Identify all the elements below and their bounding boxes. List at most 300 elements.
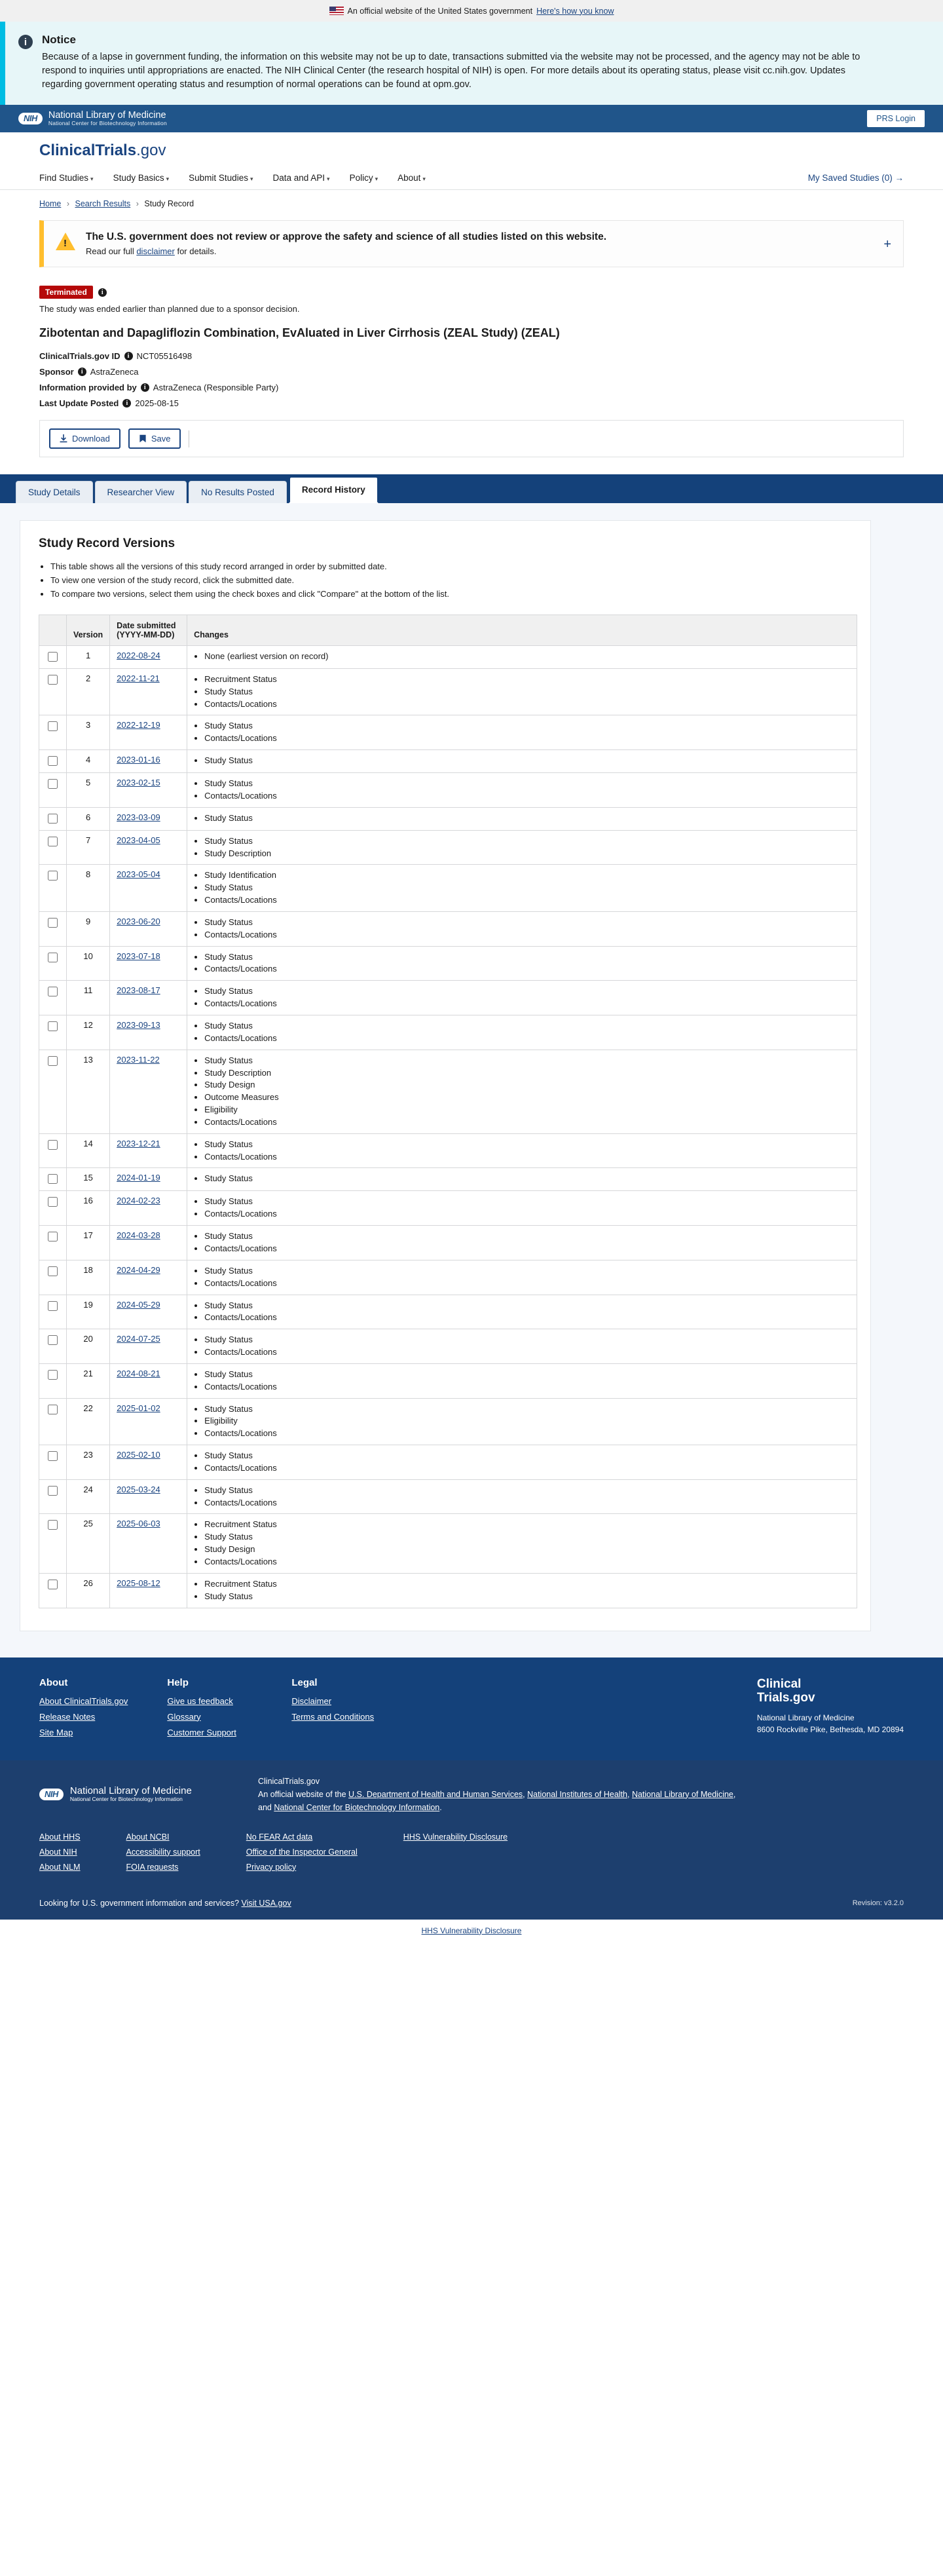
tab-bar bbox=[0, 474, 943, 503]
footer-link-foia-requests[interactable]: FOIA requests bbox=[126, 1862, 179, 1872]
version-date-link[interactable]: 2025-03-24 bbox=[117, 1484, 160, 1494]
version-checkbox[interactable] bbox=[48, 1520, 58, 1530]
table-row bbox=[39, 750, 857, 773]
change-item: • Study Status bbox=[204, 1369, 850, 1381]
row-select-cell bbox=[39, 1015, 67, 1050]
versions-table bbox=[39, 615, 857, 1608]
nav-item-submit-studies[interactable] bbox=[189, 173, 253, 183]
nav-label: Policy bbox=[349, 173, 373, 183]
nav-label: Find Studies bbox=[39, 173, 89, 183]
version-date-link[interactable]: 2023-03-09 bbox=[117, 812, 160, 822]
version-date-cell bbox=[110, 1015, 187, 1050]
footer-link-usa-gov[interactable]: Visit USA.gov bbox=[241, 1898, 291, 1908]
table-row bbox=[39, 1133, 857, 1168]
changes-list bbox=[194, 673, 850, 711]
footer-link-column-2 bbox=[126, 1832, 200, 1878]
row-select-cell bbox=[39, 715, 67, 750]
footer-link-glossary[interactable]: Glossary bbox=[167, 1711, 201, 1722]
version-date-link[interactable]: 2024-08-21 bbox=[117, 1368, 160, 1378]
breadcrumb-current: Study Record bbox=[144, 199, 194, 209]
version-number-cell: 3 bbox=[67, 715, 110, 750]
tab-record-history[interactable]: Record History bbox=[289, 476, 379, 503]
version-date-cell bbox=[110, 830, 187, 865]
meta-value: AstraZeneca bbox=[90, 367, 139, 377]
change-item: • Outcome Measures bbox=[204, 1091, 850, 1104]
footer-link-no-fear-act-data[interactable]: No FEAR Act data bbox=[246, 1832, 313, 1842]
row-select-cell bbox=[39, 1514, 67, 1573]
chevron-down-icon: ▾ bbox=[250, 176, 253, 183]
row-select-cell bbox=[39, 1329, 67, 1364]
footer-link-nlm[interactable]: National Library of Medicine bbox=[631, 1789, 733, 1799]
version-date-cell bbox=[110, 1479, 187, 1514]
version-date-cell bbox=[110, 1398, 187, 1445]
row-select-cell bbox=[39, 1050, 67, 1133]
version-number-cell: 19 bbox=[67, 1295, 110, 1329]
change-item: • Study Status bbox=[204, 1055, 850, 1067]
row-select-cell bbox=[39, 1133, 67, 1168]
footer-legal-heading: Legal bbox=[291, 1676, 318, 1688]
chevron-down-icon: ▾ bbox=[166, 176, 170, 183]
change-item: • Study Status bbox=[204, 985, 850, 998]
footer-link-site-map[interactable]: Site Map bbox=[39, 1727, 73, 1737]
meta-row-sponsor bbox=[39, 367, 904, 377]
change-item: • Contacts/Locations bbox=[204, 929, 850, 941]
change-item: • Contacts/Locations bbox=[204, 963, 850, 975]
information-provided-info-icon[interactable]: i bbox=[141, 383, 149, 392]
version-date-cell bbox=[110, 1363, 187, 1398]
changes-list bbox=[194, 1196, 850, 1221]
breadcrumb bbox=[0, 190, 943, 212]
version-number-cell: 2 bbox=[67, 668, 110, 715]
status-info-icon[interactable]: i bbox=[98, 288, 107, 297]
change-item: • Study Status bbox=[204, 1591, 850, 1603]
footer-bottom bbox=[0, 1891, 943, 1920]
table-row bbox=[39, 1479, 857, 1514]
footer-link-accessibility-support[interactable]: Accessibility support bbox=[126, 1847, 200, 1857]
table-header-row bbox=[39, 615, 857, 645]
version-date-cell bbox=[110, 1573, 187, 1608]
version-checkbox[interactable] bbox=[48, 1232, 58, 1241]
change-item: • Contacts/Locations bbox=[204, 1497, 850, 1509]
row-select-cell bbox=[39, 946, 67, 981]
change-item: • Contacts/Locations bbox=[204, 1243, 850, 1255]
footer-link-vulnerability-disclosure[interactable]: HHS Vulnerability Disclosure bbox=[421, 1925, 522, 1935]
version-changes-cell bbox=[187, 1191, 857, 1226]
row-select-cell bbox=[39, 668, 67, 715]
version-checkbox[interactable] bbox=[48, 1370, 58, 1380]
nih-logo: NIH bbox=[18, 113, 43, 124]
column-header-select bbox=[39, 615, 67, 645]
changes-list bbox=[194, 1334, 850, 1359]
page-title: Zibotentan and Dapagliflozin Combination, EvAluated in Liver Cirrhosis (ZEAL Study) (ZEAL) bbox=[39, 326, 560, 340]
row-select-cell bbox=[39, 1573, 67, 1608]
version-number-cell: 26 bbox=[67, 1573, 110, 1608]
change-item: • Contacts/Locations bbox=[204, 1208, 850, 1221]
change-item: • Study Status bbox=[204, 1139, 850, 1151]
row-select-cell bbox=[39, 1260, 67, 1295]
footer-link-about-nlm[interactable]: About NLM bbox=[39, 1862, 81, 1872]
version-date-cell bbox=[110, 807, 187, 830]
table-row bbox=[39, 830, 857, 865]
footer-link-about-clinicaltrials[interactable]: About ClinicalTrials.gov bbox=[39, 1695, 128, 1706]
version-changes-cell bbox=[187, 981, 857, 1015]
version-checkbox[interactable] bbox=[48, 1266, 58, 1276]
version-date-link[interactable]: 2023-04-05 bbox=[117, 835, 160, 845]
change-item: • Study Status bbox=[204, 1450, 850, 1462]
sponsor-info-icon[interactable]: i bbox=[78, 368, 86, 376]
footer-link-give-us-feedback[interactable]: Give us feedback bbox=[167, 1695, 233, 1706]
change-item: • Contacts/Locations bbox=[204, 1151, 850, 1164]
footer-main bbox=[0, 1657, 943, 1760]
footer-agency-prefix: An official website of the bbox=[258, 1789, 349, 1799]
version-date-link[interactable]: 2023-09-13 bbox=[117, 1020, 160, 1031]
disclaimer-link[interactable]: disclaimer bbox=[136, 246, 175, 257]
version-number-cell: 14 bbox=[67, 1133, 110, 1168]
table-row bbox=[39, 1329, 857, 1364]
disclaimer-callout bbox=[39, 220, 904, 267]
change-item: • Study Status bbox=[204, 1403, 850, 1416]
footer-link-privacy-policy[interactable]: Privacy policy bbox=[246, 1862, 297, 1872]
version-checkbox[interactable] bbox=[48, 814, 58, 824]
nlm-header-title: National Library of Medicine bbox=[48, 109, 166, 121]
version-checkbox[interactable] bbox=[48, 675, 58, 685]
change-item: • Study Status bbox=[204, 720, 850, 732]
footer-nlm-title: National Library of Medicine bbox=[69, 1785, 192, 1796]
version-checkbox[interactable] bbox=[48, 1580, 58, 1589]
table-row bbox=[39, 865, 857, 912]
nav-label: Study Basics bbox=[113, 173, 164, 183]
version-number-cell: 18 bbox=[67, 1260, 110, 1295]
version-date-cell bbox=[110, 715, 187, 750]
table-row bbox=[39, 807, 857, 830]
footer-link-about-hhs[interactable]: About HHS bbox=[39, 1832, 81, 1842]
change-item: • Study Status bbox=[204, 1265, 850, 1278]
version-number-cell: 5 bbox=[67, 773, 110, 808]
version-checkbox[interactable] bbox=[48, 918, 58, 928]
prs-login-button[interactable]: PRS Login bbox=[867, 110, 925, 127]
breadcrumb-home[interactable]: Home bbox=[39, 199, 62, 209]
meta-row-last-update-posted bbox=[39, 398, 904, 408]
version-date-cell bbox=[110, 865, 187, 912]
footer-column-about bbox=[39, 1677, 128, 1743]
version-changes-cell bbox=[187, 1329, 857, 1364]
version-date-cell bbox=[110, 981, 187, 1015]
row-select-cell bbox=[39, 1479, 67, 1514]
version-date-cell bbox=[110, 1329, 187, 1364]
row-select-cell bbox=[39, 1398, 67, 1445]
table-row bbox=[39, 1363, 857, 1398]
footer-link-customer-support[interactable]: Customer Support bbox=[167, 1727, 236, 1737]
version-date-link[interactable]: 2023-07-18 bbox=[117, 951, 160, 961]
version-number-cell: 22 bbox=[67, 1398, 110, 1445]
footer-nlm bbox=[0, 1760, 943, 1828]
version-date-link[interactable]: 2023-01-16 bbox=[117, 755, 160, 765]
change-item: • Study Design bbox=[204, 1544, 850, 1556]
callout-subtext bbox=[86, 246, 891, 256]
how-you-know-link[interactable]: Here's how you know bbox=[536, 6, 614, 16]
footer-nlm-signature bbox=[39, 1775, 236, 1814]
meta-row-information-provided-by bbox=[39, 383, 904, 392]
version-date-link[interactable]: 2022-12-19 bbox=[117, 720, 160, 730]
changes-list bbox=[194, 651, 850, 663]
changes-list bbox=[194, 1265, 850, 1290]
nih-logo: NIH bbox=[39, 1789, 64, 1800]
version-changes-cell bbox=[187, 807, 857, 830]
change-item: • Eligibility bbox=[204, 1415, 850, 1428]
version-date-cell bbox=[110, 645, 187, 668]
change-item: • Study Status bbox=[204, 882, 850, 894]
hint-item: • To view one version of the study record, click the submitted date. bbox=[50, 574, 852, 588]
version-changes-cell bbox=[187, 1168, 857, 1191]
table-row bbox=[39, 1168, 857, 1191]
version-date-cell bbox=[110, 1168, 187, 1191]
version-checkbox[interactable] bbox=[48, 1197, 58, 1207]
version-changes-cell bbox=[187, 645, 857, 668]
us-flag-icon bbox=[329, 7, 344, 15]
footer-link-office-of-inspector-general[interactable]: Office of the Inspector General bbox=[246, 1847, 358, 1857]
change-item: • Study Status bbox=[204, 835, 850, 848]
version-checkbox[interactable] bbox=[48, 652, 58, 662]
version-checkbox[interactable] bbox=[48, 1451, 58, 1461]
changes-list bbox=[194, 1173, 850, 1185]
hint-item: • To compare two versions, select them using the check boxes and click "Compare" at the bottom of the list. bbox=[50, 588, 852, 601]
change-item: • Contacts/Locations bbox=[204, 1381, 850, 1393]
version-checkbox[interactable] bbox=[48, 1301, 58, 1311]
footer-link-disclaimer[interactable]: Disclaimer bbox=[291, 1695, 332, 1706]
change-item: • Study Design bbox=[204, 1079, 850, 1091]
last-update-info-icon[interactable]: i bbox=[122, 399, 131, 407]
version-date-link[interactable]: 2023-08-17 bbox=[117, 985, 160, 996]
change-item: • Contacts/Locations bbox=[204, 1556, 850, 1568]
column-header-changes: Changes bbox=[187, 615, 857, 645]
footer-link-about-nih[interactable]: About NIH bbox=[39, 1847, 77, 1857]
version-number-cell: 10 bbox=[67, 946, 110, 981]
main-nav bbox=[0, 166, 943, 190]
footer-vulnerability-bar bbox=[0, 1920, 943, 1944]
footer-link-hhs[interactable]: U.S. Department of Health and Human Services bbox=[348, 1789, 523, 1799]
change-item: • Contacts/Locations bbox=[204, 1462, 850, 1475]
footer-link-ncbi[interactable]: National Center for Biotechnology Information bbox=[274, 1802, 440, 1812]
nav-label: Submit Studies bbox=[189, 173, 248, 183]
version-number-cell: 24 bbox=[67, 1479, 110, 1514]
chevron-down-icon: ▾ bbox=[327, 176, 330, 183]
site-title-suffix: .gov bbox=[136, 142, 166, 160]
save-button[interactable] bbox=[128, 428, 181, 449]
version-date-link[interactable]: 2022-11-21 bbox=[117, 673, 160, 683]
footer-brand-line2: Trials.gov bbox=[756, 1691, 815, 1705]
table-row bbox=[39, 1398, 857, 1445]
version-checkbox[interactable] bbox=[48, 871, 58, 881]
version-changes-cell bbox=[187, 830, 857, 865]
nav-label: About bbox=[398, 173, 421, 183]
version-date-link[interactable]: 2022-08-24 bbox=[117, 650, 160, 660]
download-button[interactable] bbox=[49, 428, 120, 449]
version-date-link[interactable]: 2024-02-23 bbox=[117, 1196, 160, 1206]
version-checkbox[interactable] bbox=[48, 987, 58, 996]
version-date-link[interactable]: 2025-08-12 bbox=[117, 1578, 160, 1588]
changes-list bbox=[194, 917, 850, 941]
footer-site-label: ClinicalTrials.gov bbox=[258, 1776, 320, 1786]
tab-no-results-posted[interactable]: No Results Posted bbox=[189, 481, 287, 503]
status-row bbox=[39, 286, 904, 299]
meta-label: Last Update Posted bbox=[39, 398, 119, 409]
version-checkbox[interactable] bbox=[48, 1335, 58, 1345]
notice-heading: Notice bbox=[42, 33, 76, 46]
version-date-link[interactable]: 2024-05-29 bbox=[117, 1299, 160, 1310]
version-checkbox[interactable] bbox=[48, 779, 58, 789]
version-changes-cell bbox=[187, 1133, 857, 1168]
table-row bbox=[39, 1573, 857, 1608]
row-select-cell bbox=[39, 830, 67, 865]
version-changes-cell bbox=[187, 1260, 857, 1295]
version-checkbox[interactable] bbox=[48, 1174, 58, 1184]
nav-item-about[interactable] bbox=[398, 173, 426, 183]
meta-label: Sponsor bbox=[39, 367, 74, 377]
version-checkbox[interactable] bbox=[48, 1021, 58, 1031]
footer-link-hhs-vulnerability-disclosure[interactable]: HHS Vulnerability Disclosure bbox=[403, 1832, 508, 1842]
footer-column-legal bbox=[291, 1677, 377, 1743]
my-saved-studies-link[interactable]: My Saved Studies (0) → bbox=[807, 173, 904, 183]
version-date-link[interactable]: 2025-02-10 bbox=[117, 1450, 160, 1460]
version-date-cell bbox=[110, 1133, 187, 1168]
table-row bbox=[39, 773, 857, 808]
table-row bbox=[39, 1260, 857, 1295]
change-item: • Study Status bbox=[204, 1173, 850, 1185]
table-row bbox=[39, 1015, 857, 1050]
changes-list bbox=[194, 985, 850, 1010]
version-date-link[interactable]: 2024-04-29 bbox=[117, 1264, 160, 1275]
change-item: • Study Status bbox=[204, 1196, 850, 1208]
changes-list bbox=[194, 812, 850, 825]
changes-list bbox=[194, 1485, 850, 1509]
change-item: • Study Status bbox=[204, 778, 850, 790]
tab-researcher-view[interactable]: Researcher View bbox=[95, 481, 187, 503]
changes-list bbox=[194, 1450, 850, 1475]
site-title-row bbox=[0, 132, 943, 166]
callout-expand-button[interactable]: + bbox=[883, 237, 891, 252]
row-select-cell bbox=[39, 1168, 67, 1191]
change-item: • Study Status bbox=[204, 1020, 850, 1032]
version-date-link[interactable]: 2024-03-28 bbox=[117, 1230, 160, 1241]
version-checkbox[interactable] bbox=[48, 1056, 58, 1066]
version-changes-cell bbox=[187, 1050, 857, 1133]
chevron-down-icon: ▾ bbox=[422, 176, 426, 183]
record-history-panel bbox=[0, 503, 943, 1657]
footer-link-about-ncbi[interactable]: About NCBI bbox=[126, 1832, 170, 1842]
nav-item-data-and-api[interactable] bbox=[272, 173, 329, 183]
version-date-link[interactable]: 2023-11-22 bbox=[117, 1054, 160, 1065]
version-date-link[interactable]: 2023-12-21 bbox=[117, 1138, 160, 1148]
version-number-cell: 21 bbox=[67, 1363, 110, 1398]
warning-icon bbox=[56, 233, 75, 250]
version-checkbox[interactable] bbox=[48, 1486, 58, 1496]
meta-value: NCT05516498 bbox=[136, 351, 193, 362]
version-date-link[interactable]: 2025-01-02 bbox=[117, 1403, 160, 1413]
record-history-hints bbox=[50, 560, 852, 601]
version-date-link[interactable]: 2024-07-25 bbox=[117, 1334, 160, 1344]
footer-link-column-1 bbox=[39, 1832, 81, 1878]
nav-item-policy[interactable] bbox=[350, 173, 379, 183]
change-item: • Contacts/Locations bbox=[204, 1346, 850, 1359]
change-item: • Contacts/Locations bbox=[204, 698, 850, 711]
nav-item-find-studies[interactable] bbox=[39, 173, 94, 183]
info-icon: i bbox=[18, 35, 33, 49]
version-checkbox[interactable] bbox=[48, 721, 58, 731]
chevron-down-icon: ▾ bbox=[375, 176, 379, 183]
hint-item: • This table shows all the versions of this study record arranged in order by submitted date. bbox=[50, 560, 852, 574]
version-changes-cell bbox=[187, 865, 857, 912]
footer-link-nih[interactable]: National Institutes of Health bbox=[527, 1789, 627, 1799]
tab-study-details[interactable]: Study Details bbox=[16, 481, 93, 503]
version-number-cell: 11 bbox=[67, 981, 110, 1015]
change-item: • Study Status bbox=[204, 1531, 850, 1544]
version-number-cell: 20 bbox=[67, 1329, 110, 1364]
version-checkbox[interactable] bbox=[48, 837, 58, 846]
footer-agency-text: ClinicalTrials.gov An official website of the U.S. Department of Health and Human Services, National Institutes of Health, National Library of Medicine, and National Center for Biotechnology Information. bbox=[258, 1775, 743, 1814]
version-date-cell bbox=[110, 911, 187, 946]
version-checkbox[interactable] bbox=[48, 756, 58, 766]
funding-notice-alert bbox=[0, 22, 943, 105]
version-changes-cell bbox=[187, 1363, 857, 1398]
row-select-cell bbox=[39, 1191, 67, 1226]
version-date-link[interactable]: 2023-05-04 bbox=[117, 869, 160, 880]
nav-item-study-basics[interactable] bbox=[113, 173, 170, 183]
meta-value: 2025-08-15 bbox=[135, 398, 179, 409]
version-date-cell bbox=[110, 1445, 187, 1480]
change-item: • Contacts/Locations bbox=[204, 1278, 850, 1290]
change-item: • Study Status bbox=[204, 917, 850, 929]
table-row bbox=[39, 645, 857, 668]
nlm-header-subtitle: National Center for Biotechnology Information bbox=[48, 120, 167, 127]
change-item: • Study Description bbox=[204, 848, 850, 860]
version-changes-cell bbox=[187, 946, 857, 981]
footer-link-release-notes[interactable]: Release Notes bbox=[39, 1711, 96, 1722]
changes-list bbox=[194, 1300, 850, 1325]
site-title[interactable] bbox=[39, 142, 166, 159]
changes-list bbox=[194, 1055, 850, 1129]
change-item: • Contacts/Locations bbox=[204, 894, 850, 907]
version-number-cell: 16 bbox=[67, 1191, 110, 1226]
change-item: • Contacts/Locations bbox=[204, 1428, 850, 1440]
version-date-link[interactable]: 2023-06-20 bbox=[117, 916, 160, 926]
footer-link-terms-and-conditions[interactable]: Terms and Conditions bbox=[291, 1711, 375, 1722]
row-select-cell bbox=[39, 1226, 67, 1260]
nct-id-info-icon[interactable]: i bbox=[124, 352, 133, 360]
change-item: • Recruitment Status bbox=[204, 1519, 850, 1531]
version-checkbox[interactable] bbox=[48, 953, 58, 962]
callout-sub-prefix: Read our full bbox=[86, 246, 137, 257]
version-date-link[interactable]: 2025-06-03 bbox=[117, 1519, 160, 1529]
version-date-cell bbox=[110, 946, 187, 981]
table-row bbox=[39, 715, 857, 750]
callout-sub-suffix: for details. bbox=[174, 246, 217, 257]
version-number-cell: 1 bbox=[67, 645, 110, 668]
version-date-cell bbox=[110, 668, 187, 715]
status-badge: Terminated bbox=[39, 286, 93, 299]
footer-help-heading: Help bbox=[167, 1676, 189, 1688]
footer-brand-line1: Clinical bbox=[756, 1676, 802, 1691]
notice-body: Because of a lapse in government funding, the information on this website may not be up to date, transactions submitted via the website may not be processed, and the agency may not be able to respond to inquiries until appropriations are enacted. The NIH Clinical Center (the research hospital of NIH) is open. For more details about its operating status, please visit cc.nih.gov. Updates regarding government operating status and resumption of normal operations can be found at opm.gov. bbox=[42, 52, 860, 90]
version-checkbox[interactable] bbox=[48, 1140, 58, 1150]
change-item: • Study Identification bbox=[204, 869, 850, 882]
table-row bbox=[39, 1191, 857, 1226]
chevron-down-icon: ▾ bbox=[90, 176, 94, 183]
version-date-link[interactable]: 2023-02-15 bbox=[117, 778, 160, 788]
footer-about-heading: About bbox=[39, 1676, 68, 1688]
breadcrumb-search-results[interactable]: Search Results bbox=[75, 199, 131, 209]
version-checkbox[interactable] bbox=[48, 1405, 58, 1414]
version-date-link[interactable]: 2024-01-19 bbox=[117, 1173, 160, 1183]
